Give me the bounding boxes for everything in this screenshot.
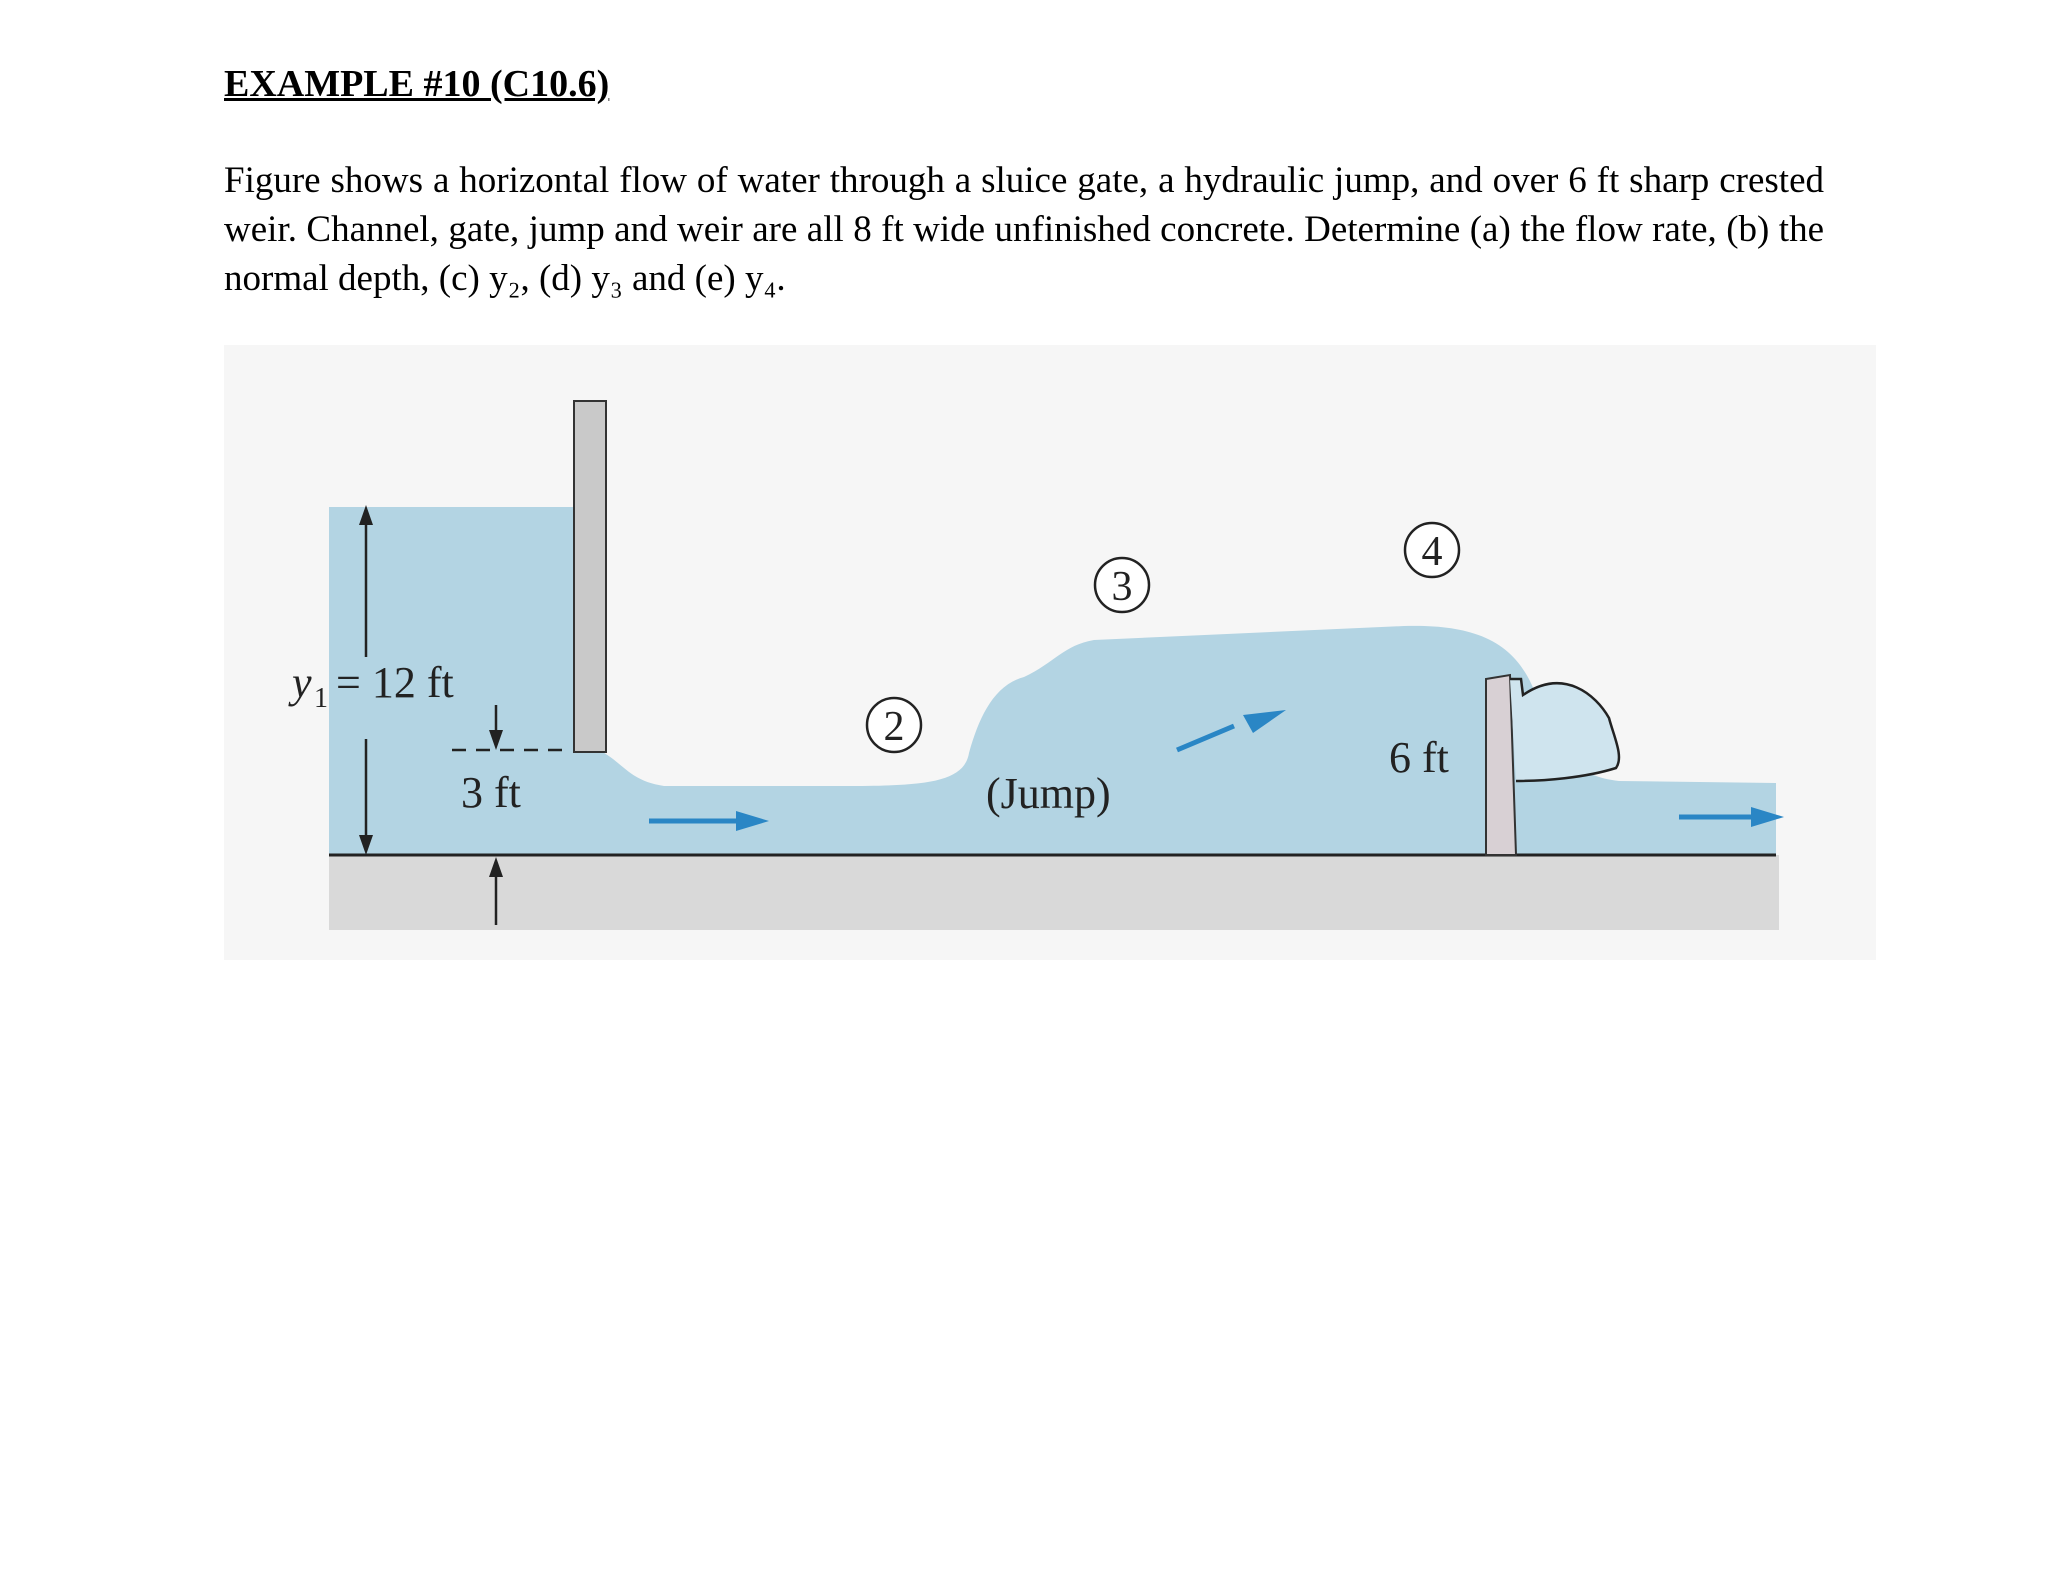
y1-value: = 12 ft bbox=[336, 658, 454, 707]
gate-opening-label: 3 ft bbox=[461, 768, 521, 817]
example-title: EXAMPLE #10 (C10.6) bbox=[224, 63, 610, 105]
channel-ground bbox=[329, 855, 1779, 930]
weir-height-label: 6 ft bbox=[1389, 733, 1449, 782]
channel-diagram bbox=[224, 345, 1876, 960]
station-3-label: 3 bbox=[1111, 564, 1133, 610]
y1-subscript: 1 bbox=[314, 683, 328, 714]
sluice-gate bbox=[574, 401, 606, 752]
station-2-label: 2 bbox=[883, 704, 905, 750]
y1-symbol: y bbox=[292, 658, 312, 707]
station-4-label: 4 bbox=[1421, 529, 1443, 575]
jump-label: (Jump) bbox=[986, 769, 1111, 818]
problem-statement: Figure shows a horizontal flow of water through a sluice gate, a hydraulic jump, and over 6 ft sharp crested weir. Channel, gate, jump and weir are all 8 ft wide unfinished concrete. Determine (a) the flow rate, (b) the normal depth, (c) y₂, (d) y₃ and (e) y₄. bbox=[224, 160, 1824, 299]
sluice-gate-figure bbox=[224, 345, 1876, 960]
